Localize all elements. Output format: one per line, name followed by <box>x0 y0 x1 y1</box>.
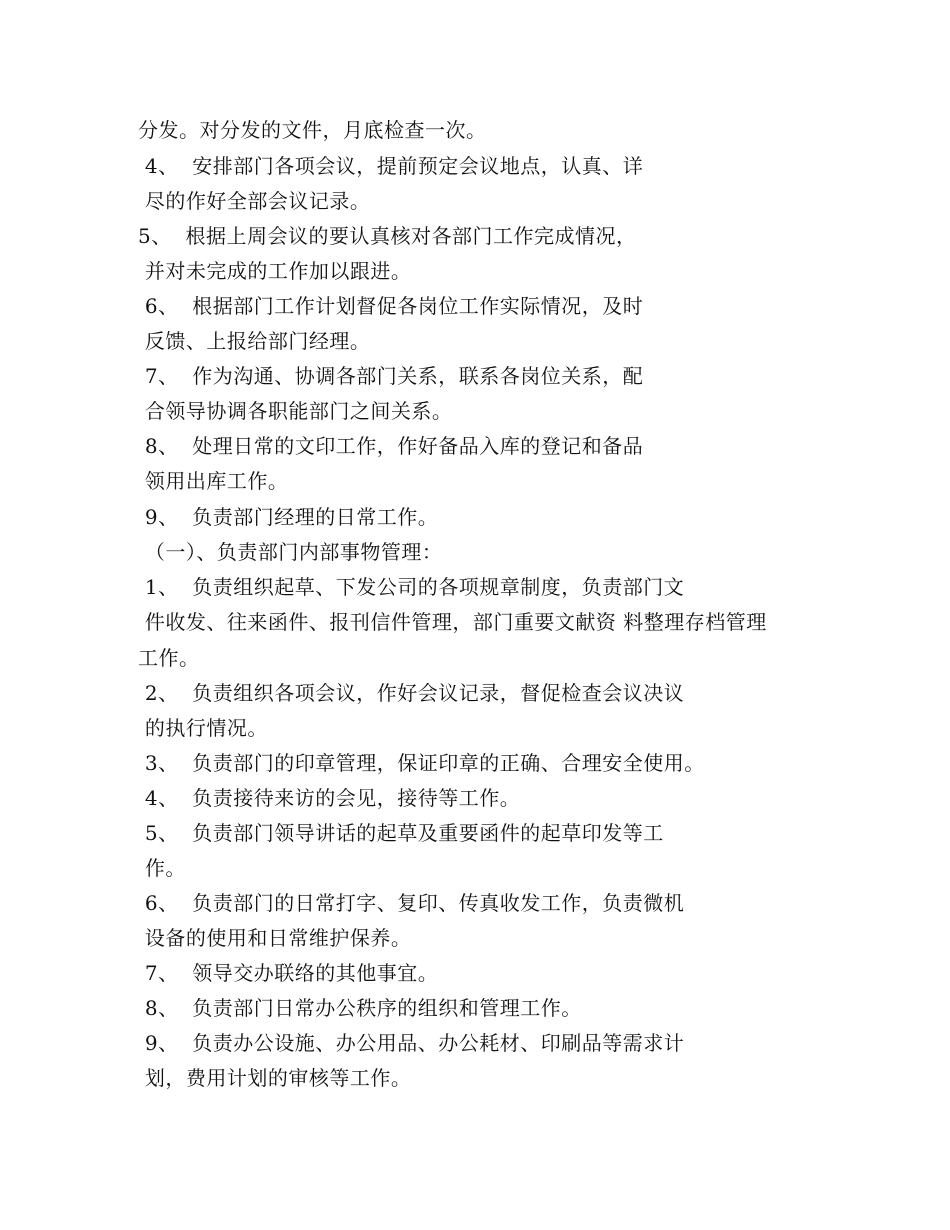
text-line: 5、 根据上周会议的要认真核对各部门工作完成情况， <box>138 224 637 248</box>
text-line: 划，费用计划的审核等工作。 <box>138 1066 412 1090</box>
text-line: 2、 负责组织各项会议，作好会议记录，督促检查会议决议 <box>138 681 685 705</box>
text-line: 设备的使用和日常维护保养。 <box>138 926 412 950</box>
text-line: 工作。 <box>138 646 200 670</box>
text-line: 6、 负责部门的日常打字、复印、传真收发工作，负责微机 <box>138 891 685 915</box>
text-line: 5、 负责部门领导讲话的起草及重要函件的起草印发等工 <box>138 821 664 845</box>
text-line: 6、 根据部门工作计划督促各岗位工作实际情况，及时 <box>138 294 644 318</box>
section-heading: （一）、负责部门内部事物管理： <box>138 540 443 564</box>
text-line: 1、 负责组织起草、下发公司的各项规章制度，负责部门文 <box>138 575 685 599</box>
text-line: 7、 领导交办联络的其他事宜。 <box>138 961 439 985</box>
text-line: 7、 作为沟通、协调各部门关系，联系各岗位关系，配 <box>138 364 644 388</box>
text-line: 8、 处理日常的文印工作，作好备品入库的登记和备品 <box>138 434 644 458</box>
text-line: 8、 负责部门日常办公秩序的组织和管理工作。 <box>138 996 582 1020</box>
text-line: 分发。对分发的文件，月底检查一次。 <box>138 118 487 142</box>
text-line: 领用出库工作。 <box>138 469 289 493</box>
text-line: 作。 <box>138 856 186 880</box>
text-line: 4、 安排部门各项会议，提前预定会议地点，认真、详 <box>138 154 644 178</box>
text-line: 反馈、上报给部门经理。 <box>138 329 371 353</box>
text-line: 尽的作好全部会议记录。 <box>138 189 371 213</box>
text-line: 合领导协调各职能部门之间关系。 <box>138 399 453 423</box>
text-line: 3、 负责部门的印章管理，保证印章的正确、合理安全使用。 <box>138 751 705 775</box>
text-line: 件收发、往来函件、报刊信件管理，部门重要文献资 料整理存档管理 <box>138 610 767 634</box>
text-line: 的执行情况。 <box>138 716 268 740</box>
text-line: 9、 负责办公设施、办公用品、办公耗材、印刷品等需求计 <box>138 1031 685 1055</box>
text-line: 4、 负责接待来访的会见，接待等工作。 <box>138 786 521 810</box>
text-line: 并对未完成的工作加以跟进。 <box>138 259 412 283</box>
text-line: 9、 负责部门经理的日常工作。 <box>138 505 439 529</box>
